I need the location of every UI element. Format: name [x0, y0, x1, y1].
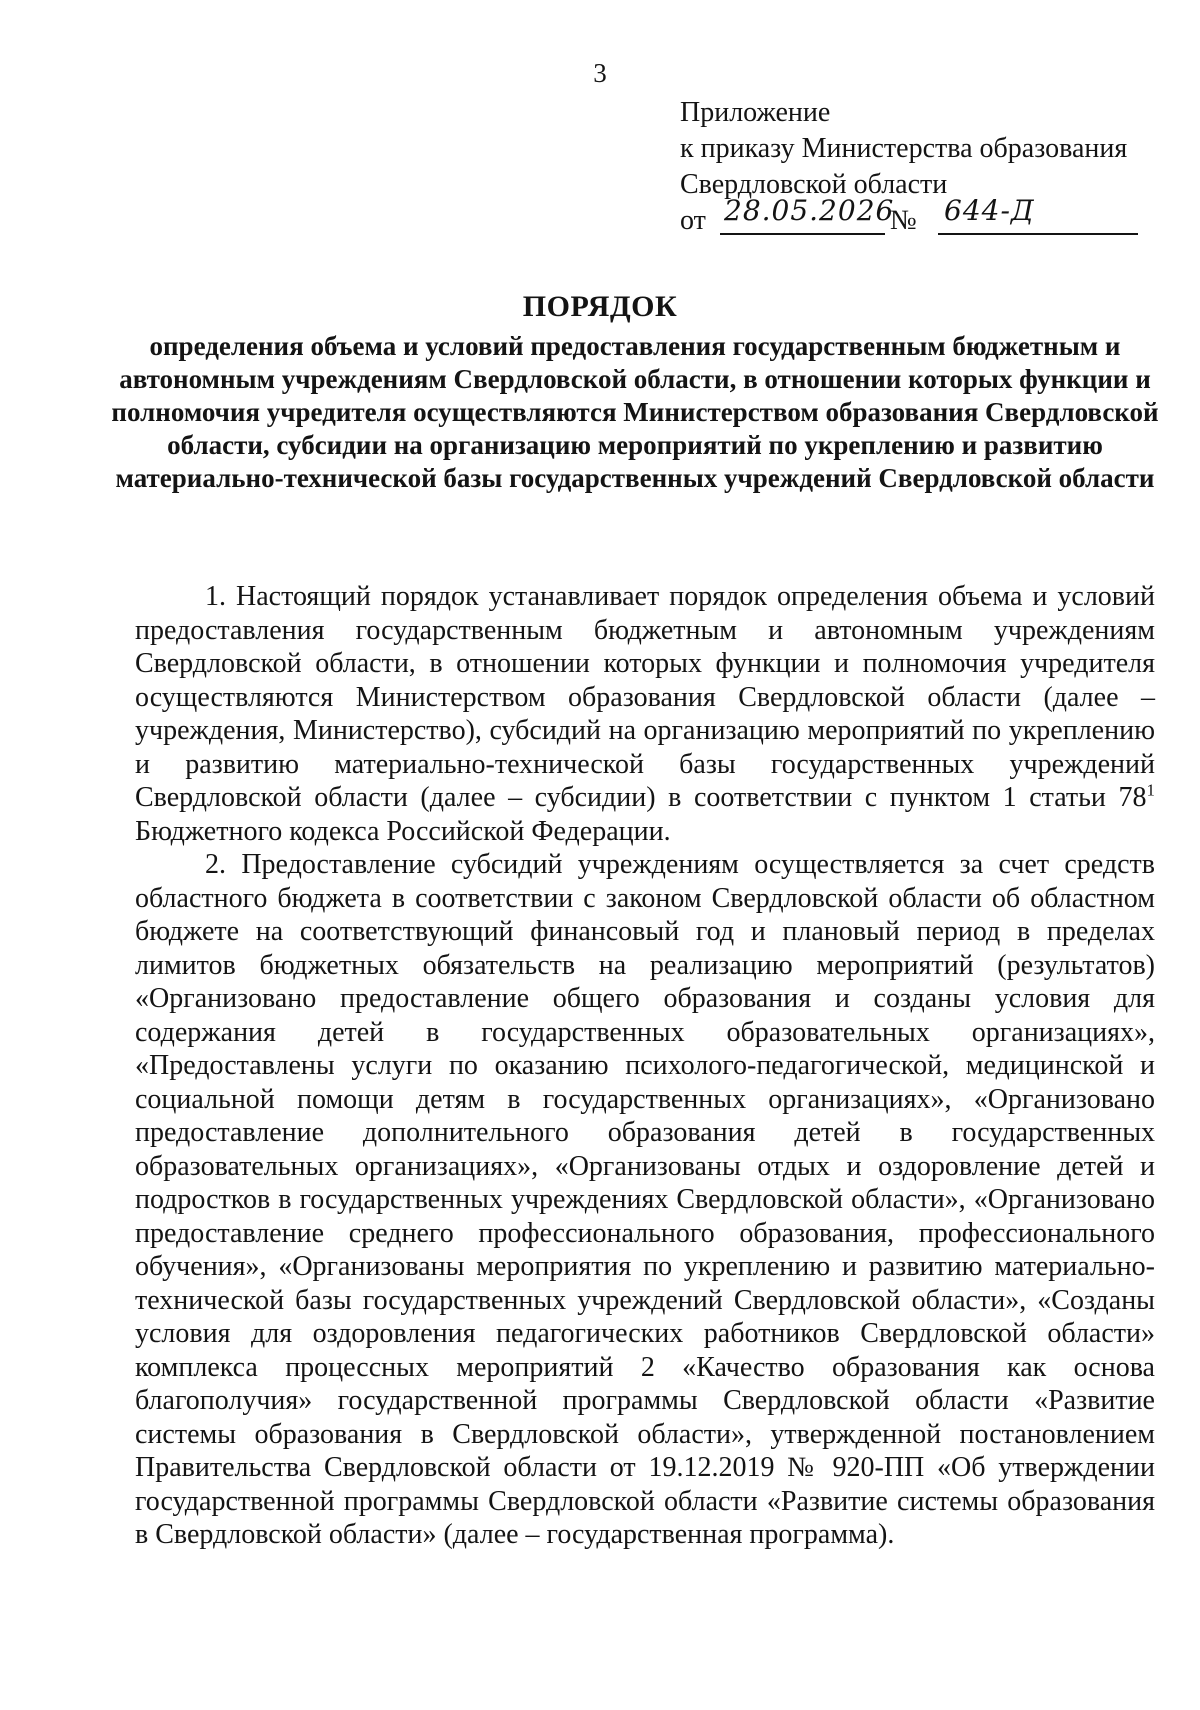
document-subtitle: определения объема и условий предоставления государственным бюджетным и автономным учреждениям Свердловской области, в отношении которых функции и полномочия учредителя осуществляются Министерством образования Свердловской области, субсидии на организацию мероприятий по укреплению и развитию материально-технической базы государственных учреждений Свердловской области — [111, 331, 1159, 493]
paragraph-1 — [135, 580, 1155, 848]
paragraph-1-text: 1. Настоящий порядок устанавливает порядок определения объема и условий предоставления государственным бюджетным и автономным учреждениям Свердловской области, в отношении которых функции и полномочия учредителя осуществляются Министерством образования Свердловской области (далее – учреждения, Министерство), субсидий на организацию мероприятий по укреплению и развитию материально-технической базы государственных учреждений Свердловской области (далее – субсидии) в соответствии с пунктом 1 статьи 78 — [135, 581, 1155, 813]
document-title: ПОРЯДОК — [522, 290, 678, 323]
number-prefix: № — [890, 205, 917, 236]
number-blank — [938, 194, 1138, 235]
page-number: 3 — [593, 58, 607, 88]
annex-line-3: Свердловской области — [680, 169, 948, 200]
date-prefix: от — [680, 205, 706, 236]
paragraph-2: 2. Предоставление субсидий учреждениям осуществляется за счет средств областного бюджета в соответствии с законом Свердловской области об областном бюджете на соответствующий финансовый год и плановый период в пределах лимитов бюджетных обязательств на реализацию мероприятий (результатов) «Организовано предоставление общего образования и созданы условия для содержания детей в государственных образовательных организациях», «Предоставлены услуги по оказанию психолого-педагогической, медицинской и социальной помощи детям в государственных организациях», «Организовано предоставление дополнительного образования детей в государственных образовательных организациях», «Организованы отдых и оздоровление детей и подростков в государственных учреждениях Свердловской области», «Организовано предоставление среднего профессионального образования, профессионального обучения», «Организованы мероприятия по укреплению и развитию материально-технической базы государственных учреждений Свердловской области», «Созданы условия для оздоровления педагогических работников Свердловской области» комплекса процессных мероприятий 2 «Качество образования как основа благополучия» государственной программы Свердловской области «Развитие системы образования в Свердловской области», утвержденной постановлением Правительства Свердловской области от 19.12.2019 № 920-ПП «Об утверждении государственной программы Свердловской области «Развитие системы образования в Свердловской области» (далее – государственная программа). — [135, 849, 1155, 1550]
document-body — [135, 580, 1155, 1552]
handwritten-date: 28.05.2026 — [724, 194, 895, 227]
annex-block — [680, 95, 1127, 241]
paragraph-1-text-end: Бюджетного кодекса Российской Федерации. — [135, 815, 671, 847]
annex-line-2: к приказу Министерства образования — [680, 133, 1128, 164]
handwritten-number: 644-Д — [944, 194, 1035, 227]
annex-line-1: Приложение — [680, 97, 831, 128]
order-reference-line — [680, 194, 1127, 241]
date-blank — [720, 194, 895, 235]
superscript: 1 — [1146, 780, 1155, 800]
